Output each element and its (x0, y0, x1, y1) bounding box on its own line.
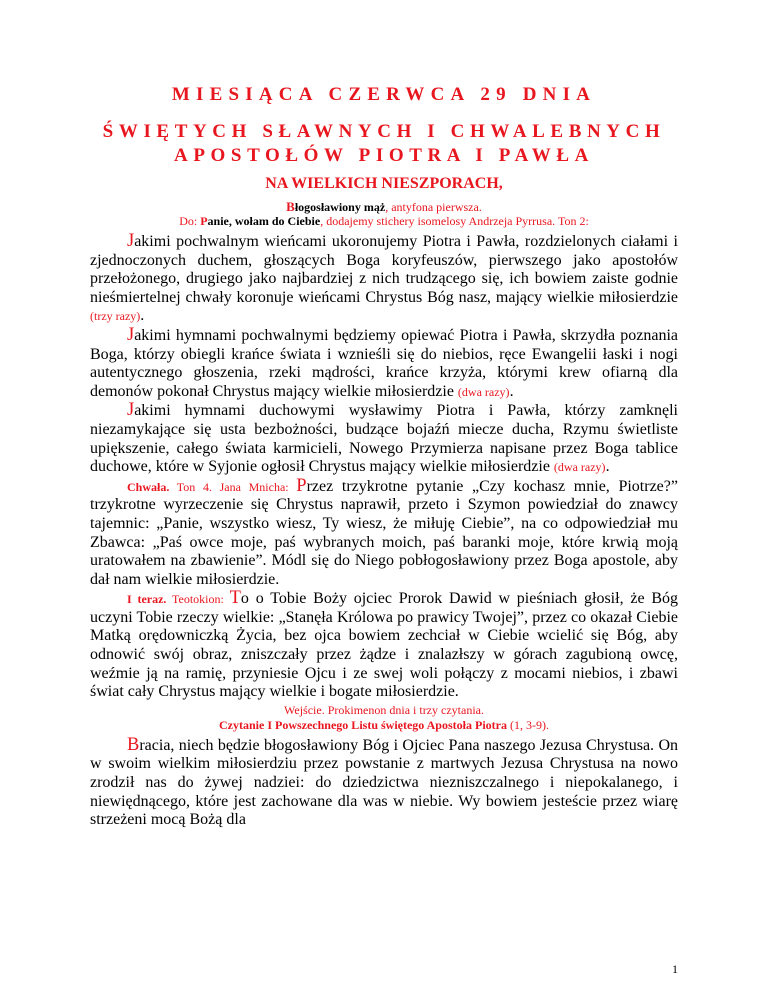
sticheron-2-note: (dwa razy) (457, 384, 510, 399)
reading-text: racia, niech będzie błogosławiony Bóg i Ojciec Pana naszego Jezusa Chrystusa. On w swoim wielkim miłosierdziu przez powstanie z martwych Jezusa Chrystusa na nowo zrodził nas do żywej nadziei: do dziedzictwa niezniszczalnego i niepokalanego, i niewiędnącego, które jest zachowane dla was w niebie. Wy bowiem jesteście przez wiarę strzeżeni mocą Bożą dla (90, 736, 678, 829)
rubric-stichera-rest: , dodajemy stichery isomelosy Andrzeja Pyrrusa. Ton 2: (320, 214, 589, 228)
iteraz-label: I teraz. (127, 592, 167, 607)
rubric-stichera (0, 214, 768, 229)
heading-date: MIESIĄCA CZERWCA 29 DNIA (171, 84, 597, 105)
sticheron-1-note: (trzy razy) (90, 309, 141, 324)
reading-paragraph (90, 736, 678, 830)
sticheron-2 (90, 326, 678, 401)
sticheron-1-end: . (140, 307, 145, 325)
reading-cap: B (127, 734, 140, 755)
chwala-paragraph (90, 477, 678, 590)
reading-title-bold: Czytanie I Powszechnego Listu świętego Apostoła Piotra (219, 717, 507, 732)
page-number: 1 (672, 962, 678, 976)
heading-feast-line2: APOSTOŁÓW PIOTRA I PAWŁA (174, 145, 594, 166)
chwala-label: Chwała. (127, 479, 170, 494)
rubric-antiphon-rest: , antyfona pierwsza. (385, 200, 482, 214)
sticheron-3 (90, 401, 678, 476)
rubric-antiphon-bold: łogosławiony mąż (294, 200, 386, 214)
rubric-antiphon (0, 199, 768, 215)
sticheron-3-note: (dwa razy) (553, 460, 606, 475)
rubric-stichera-pre: Do: (179, 214, 201, 228)
stichera-block (90, 232, 678, 830)
sticheron-3-cap: J (127, 400, 135, 421)
sticheron-1 (90, 232, 678, 326)
reading-title-ref: (1, 3-9). (506, 717, 549, 732)
sticheron-3-end: . (605, 458, 610, 476)
reading-title (90, 718, 678, 733)
rubric-entrance: Wejście. Prokimenon dnia i trzy czytania. (284, 702, 484, 717)
heading-feast-line1: ŚWIĘTYCH SŁAWNYCH I CHWALEBNYCH (102, 121, 666, 142)
iteraz-intro: Teotokion: (166, 592, 230, 607)
heading-service: NA WIELKICH NIESZPORACH, (265, 175, 503, 192)
sticheron-2-end: . (509, 382, 514, 400)
sticheron-3-text: akimi hymnami duchowymi wysławimy Piotra i Pawła, którzy zamknęli niezamykające się usta bezbożności, budzące bojaźń miecze ducha, Rzymu świetliste upiększenie, całego świata karmicieli, Nowego Przymierza napisane przez Boga tablice duchowe, które w Syjonie ogłosił Chrystus mający wielkie miłosierdzie (90, 402, 678, 476)
chwala-intro: Ton 4. Jana Mnicha: (169, 479, 297, 494)
iteraz-paragraph (90, 589, 678, 702)
chwala-cap: P (296, 475, 307, 496)
iteraz-cap: T (229, 588, 241, 609)
iteraz-text: o o Tobie Boży ojciec Prorok Dawid w pieśniach głosił, że Bóg uczyni Tobie rzeczy wielkie: „Stanęła Królowa po prawicy Twojej”, przez co okazał Ciebie Matką orędowniczką Życia, bez ojca bowiem zechciał w Ciebie wcielić się Bóg, aby odnowić swój obraz, zniszczały przez żądze i znalazłszy w górach zagubioną owcę, weźmie ją na ramię, przyniesie Ojcu i ze swej woli połączy z mocami niebios, i zbawi świat cały Chrystus mający wielkie i bogate miłosierdzie. (90, 590, 678, 701)
sticheron-2-text: akimi hymnami pochwalnymi będziemy opiewać Piotra i Pawła, skrzydła poznania Boga, którzy obiegli krańce świata i wznieśli się do niebios, ręce Ewangelii łaski i nogi autentycznego głoszenia, rzeki mądrości, krańce krzyża, którymi krew ofiarną dla demonów pokonał Chrystus mający wielkie miłosierdzie (90, 326, 678, 400)
heading-feast (0, 120, 768, 168)
rubric-antiphon-cap: B (286, 199, 295, 214)
sticheron-1-text: akimi pochwalnym wieńcami ukoronujemy Piotra i Pawła, rozdzielonych ciałami i zjednoczonych duchem, głoszących Boga koryfeuszów, pierwszego jako apostołów przełożonego, drugiego jako najbardziej z nich trudzącego się, ich bowiem zaiste godnie nieśmiertelnej chwały koronuje wieńcami Chrystus Bóg nasz, mający wielkie miłosierdzie (90, 233, 678, 306)
sticheron-2-cap: J (127, 324, 135, 345)
chwala-text: rzez trzykrotne pytanie „Czy kochasz mnie, Piotrze?” trzykrotne wyrzeczenie się Chrystus naprawił, przeto i Szymon powiedział do znawcy tajemnic: „Panie, wszystko wiesz, Ty wiesz, że miłuję Ciebie”, na co odpowiedział mu Zbawca: „Paś owce moje, paś wybranych moich, paś baranki moje, które krwią moją uratowałem na zbawienie”. Módl się do Niego pobłogosławiony przez Boga apostole, aby dał nam wielkie miłosierdzie. (90, 477, 678, 588)
rubric-stichera-bold: anie, wołam do Ciebie (207, 214, 321, 228)
rubric-stichera-cap: P (200, 214, 208, 228)
sticheron-1-cap: J (127, 231, 135, 251)
